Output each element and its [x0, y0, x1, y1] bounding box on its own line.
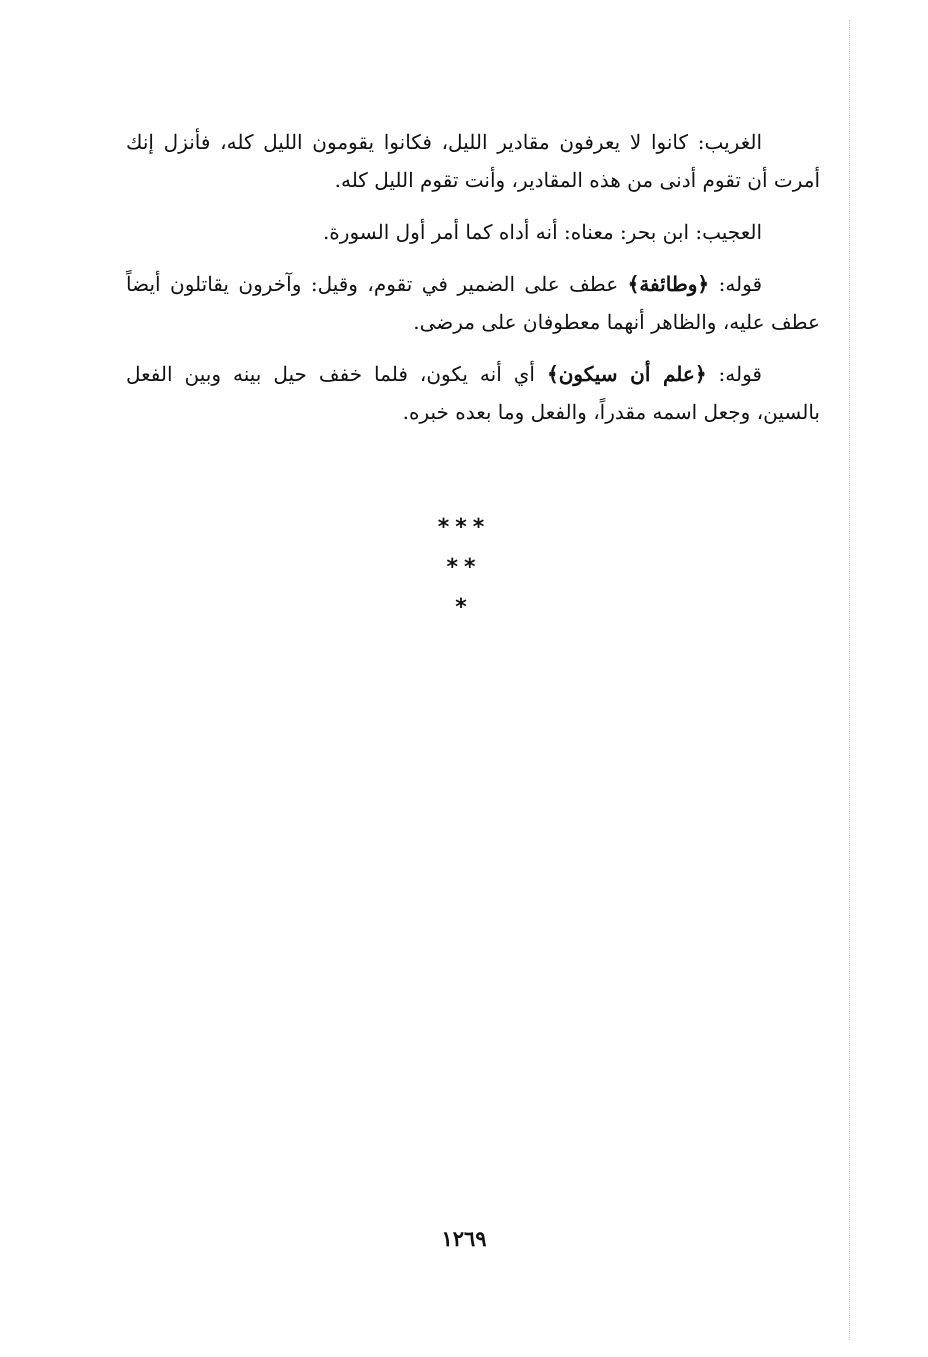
- paragraph-sayakun: [126, 355, 820, 431]
- quran-quote: ﴿وطائفة﴾: [627, 272, 710, 296]
- paragraph-text: ابن بحر: معناه: أنه أداه كما أمر أول السورة.: [322, 220, 690, 244]
- page-number: ١٢٦٩: [441, 1226, 487, 1251]
- separator-row-three: ***: [437, 515, 491, 540]
- paragraph-text: كانوا لا يعرفون مقادير الليل، فكانوا يقومون الليل كله، فأنزل إنك أمرت أن تقوم أدنى من هذه المقادير، وأنت تقوم الليل كله.: [126, 130, 820, 192]
- paragraph-lead: الغريب:: [697, 130, 762, 154]
- paragraph-lead: قوله:: [718, 272, 763, 296]
- paragraph-gharib: [126, 123, 820, 199]
- separator-row-two: **: [446, 555, 482, 580]
- scan-edge-dots: [849, 20, 850, 1340]
- paragraph-ajib: [126, 213, 820, 251]
- separator-row-one: *: [455, 595, 473, 620]
- paragraph-taifa: [126, 265, 820, 341]
- section-separator: [0, 508, 928, 628]
- paragraph-text: عطف على الضمير في تقوم، وقيل: وآخرون يقاتلون أيضاً عطف عليه، والظاهر أنهما معطوفان على مرضى.: [126, 272, 820, 334]
- quran-quote: ﴿علم أن سيكون﴾: [546, 362, 707, 386]
- paragraph-lead: قوله:: [718, 362, 762, 386]
- paragraph-text: أي أنه يكون، فلما خفف حيل بينه وبين الفعل بالسين، وجعل اسمه مقدراً، والفعل وما بعده خبره.: [126, 362, 820, 424]
- paragraph-lead: العجيب:: [695, 220, 762, 244]
- body-text: [126, 123, 820, 445]
